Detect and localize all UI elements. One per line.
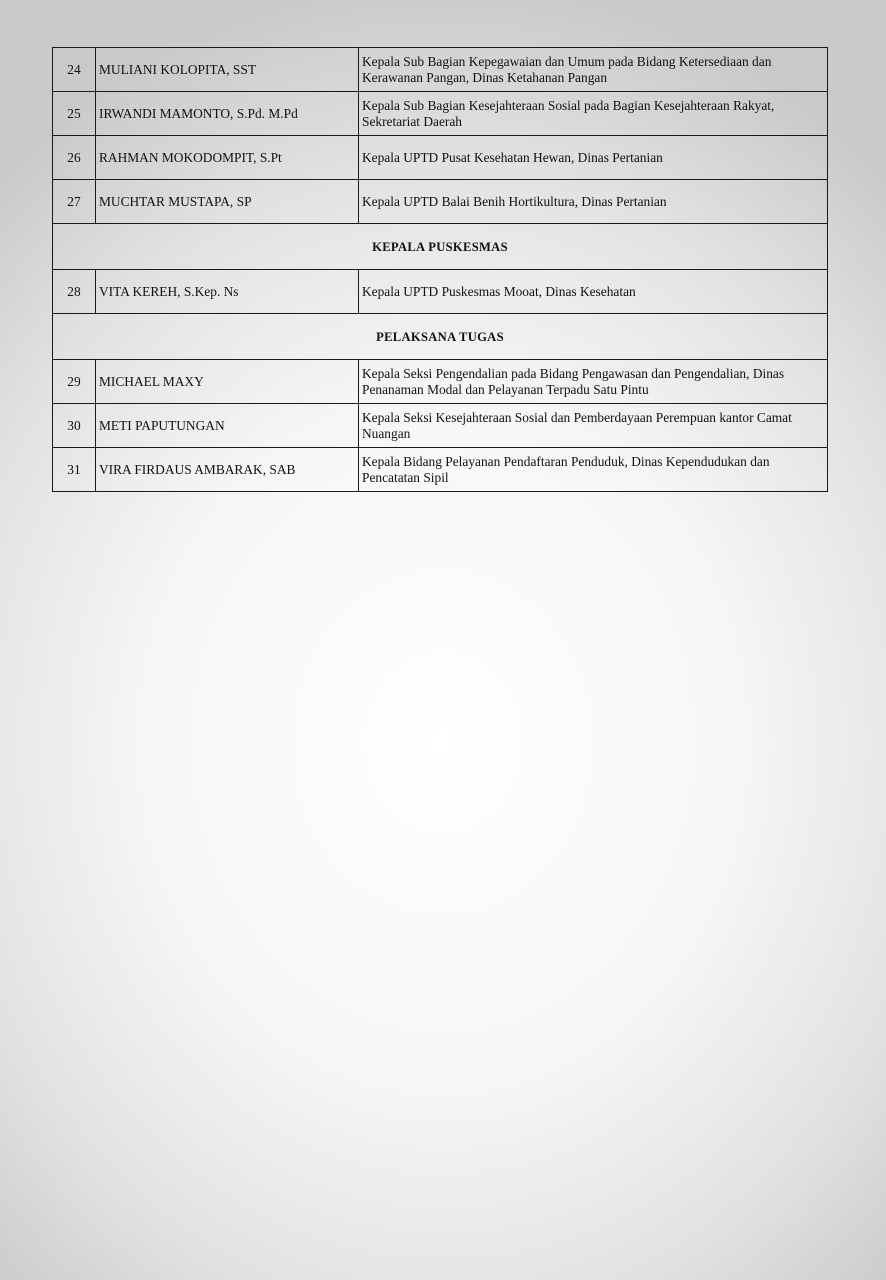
official-name: VITA KEREH, S.Kep. Ns [96, 270, 359, 314]
official-name: MULIANI KOLOPITA, SST [96, 48, 359, 92]
table-row [53, 180, 828, 224]
official-position: Kepala UPTD Puskesmas Mooat, Dinas Kesehatan [359, 270, 828, 314]
section-header-row [53, 224, 828, 270]
official-position: Kepala Seksi Pengendalian pada Bidang Pengawasan dan Pengendalian, Dinas Penanaman Modal dan Pelayanan Terpadu Satu Pintu [359, 360, 828, 404]
official-name: METI PAPUTUNGAN [96, 404, 359, 448]
table-row [53, 448, 828, 492]
row-number: 25 [53, 92, 96, 136]
row-number: 31 [53, 448, 96, 492]
table-row [53, 270, 828, 314]
official-position: Kepala Bidang Pelayanan Pendaftaran Penduduk, Dinas Kependudukan dan Pencatatan Sipil [359, 448, 828, 492]
official-name: RAHMAN MOKODOMPIT, S.Pt [96, 136, 359, 180]
row-number: 24 [53, 48, 96, 92]
table-row [53, 404, 828, 448]
row-number: 26 [53, 136, 96, 180]
official-name: MICHAEL MAXY [96, 360, 359, 404]
section-heading-puskesmas: KEPALA PUSKESMAS [53, 224, 828, 270]
table-row [53, 136, 828, 180]
official-position: Kepala UPTD Balai Benih Hortikultura, Dinas Pertanian [359, 180, 828, 224]
section-heading-pelaksana: PELAKSANA TUGAS [53, 314, 828, 360]
officials-table [52, 47, 828, 492]
official-position: Kepala Sub Bagian Kepegawaian dan Umum pada Bidang Ketersediaan dan Kerawanan Pangan, Dinas Ketahanan Pangan [359, 48, 828, 92]
section-header-row [53, 314, 828, 360]
official-name: IRWANDI MAMONTO, S.Pd. M.Pd [96, 92, 359, 136]
official-name: MUCHTAR MUSTAPA, SP [96, 180, 359, 224]
official-position: Kepala UPTD Pusat Kesehatan Hewan, Dinas Pertanian [359, 136, 828, 180]
row-number: 27 [53, 180, 96, 224]
official-position: Kepala Seksi Kesejahteraan Sosial dan Pemberdayaan Perempuan kantor Camat Nuangan [359, 404, 828, 448]
official-name: VIRA FIRDAUS AMBARAK, SAB [96, 448, 359, 492]
table-row [53, 92, 828, 136]
row-number: 30 [53, 404, 96, 448]
row-number: 28 [53, 270, 96, 314]
row-number: 29 [53, 360, 96, 404]
document-page [52, 47, 827, 492]
table-row [53, 360, 828, 404]
official-position: Kepala Sub Bagian Kesejahteraan Sosial pada Bagian Kesejahteraan Rakyat, Sekretariat Daerah [359, 92, 828, 136]
table-row [53, 48, 828, 92]
